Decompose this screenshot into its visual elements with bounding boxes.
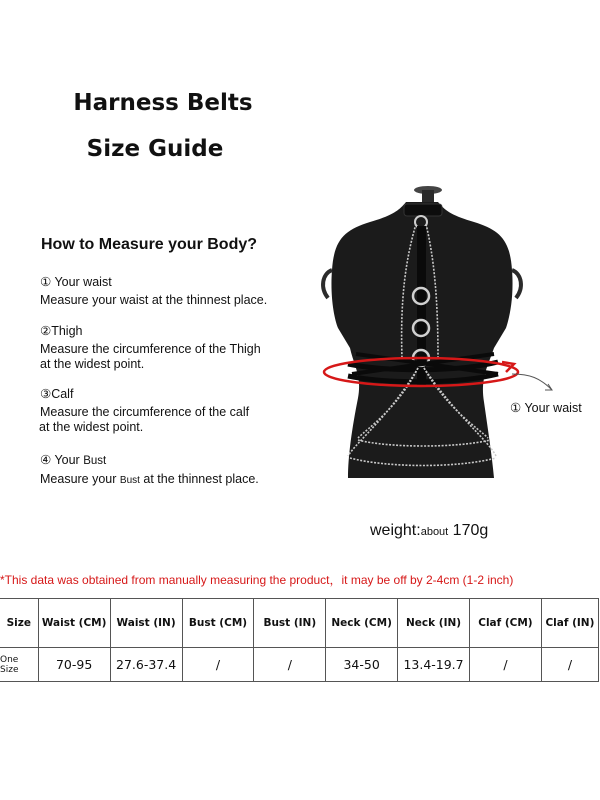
header-cell: Claf (CM) <box>470 599 542 648</box>
bust-desc-suffix: at the thinnest place. <box>139 472 259 486</box>
guide-item-bust-head <box>40 453 259 469</box>
table-cell: / <box>470 648 542 682</box>
table-cell: 13.4-19.7 <box>398 648 470 682</box>
bust-head-word: Bust <box>83 455 107 467</box>
guide-item-bust-desc <box>40 472 259 488</box>
mannequin-harness-image <box>318 178 598 488</box>
guide-item-thigh <box>40 324 261 372</box>
guide-item-bust <box>40 453 259 488</box>
guide-item-waist <box>40 275 267 308</box>
guide-item-calf-desc-2: at the widest point. <box>39 420 144 434</box>
header-cell: Claf (IN) <box>541 599 598 648</box>
guide-item-calf-head: ③Calf <box>40 387 74 401</box>
table-cell: / <box>254 648 326 682</box>
bust-head-prefix: ④ Your <box>40 453 84 467</box>
header-cell: Waist (CM) <box>38 599 110 648</box>
table-cell: 27.6-37.4 <box>110 648 182 682</box>
header-cell: Neck (CM) <box>326 599 398 648</box>
guide-item-thigh-desc-1: Measure the circumference of the Thigh <box>40 342 261 356</box>
table-cell: / <box>182 648 254 682</box>
table-cell: One Size <box>0 648 38 682</box>
header-cell: Neck (IN) <box>398 599 470 648</box>
guide-item-calf <box>40 387 249 435</box>
header-cell: Size <box>0 599 38 648</box>
guide-item-calf-desc-1: Measure the circumference of the calf <box>40 405 250 419</box>
header-cell: Bust (IN) <box>254 599 326 648</box>
bust-desc-prefix: Measure your <box>40 472 120 486</box>
weight-value: 170g <box>448 522 489 539</box>
header-cell: Bust (CM) <box>182 599 254 648</box>
bust-desc-word: Bust <box>119 475 140 486</box>
guide-item-thigh-head: ②Thigh <box>40 324 83 338</box>
table-cell: / <box>541 648 598 682</box>
measurement-note: *This data was obtained from manually measuring the product，it may be off by 2-4cm (1-2 inch) <box>0 573 514 587</box>
title-line-2: Size Guide <box>86 136 224 162</box>
table-cell: 70-95 <box>38 648 110 682</box>
weight-prefix: weight: <box>370 522 421 539</box>
table-row <box>0 648 599 682</box>
measure-heading: How to Measure your Body? <box>41 236 258 253</box>
size-table <box>0 598 599 682</box>
weight-label <box>370 522 488 540</box>
table-cell: 34-50 <box>326 648 398 682</box>
weight-about: about <box>420 526 449 538</box>
size-table-header-row <box>0 599 599 648</box>
guide-item-waist-desc: Measure your waist at the thinnest place. <box>40 293 268 307</box>
guide-item-waist-head: ① Your waist <box>40 275 112 289</box>
waist-callout-label: ① Your waist <box>510 401 582 415</box>
guide-item-thigh-desc-2: at the widest point. <box>40 357 145 371</box>
header-cell: Waist (IN) <box>110 599 182 648</box>
title-line-1: Harness Belts <box>73 90 253 116</box>
